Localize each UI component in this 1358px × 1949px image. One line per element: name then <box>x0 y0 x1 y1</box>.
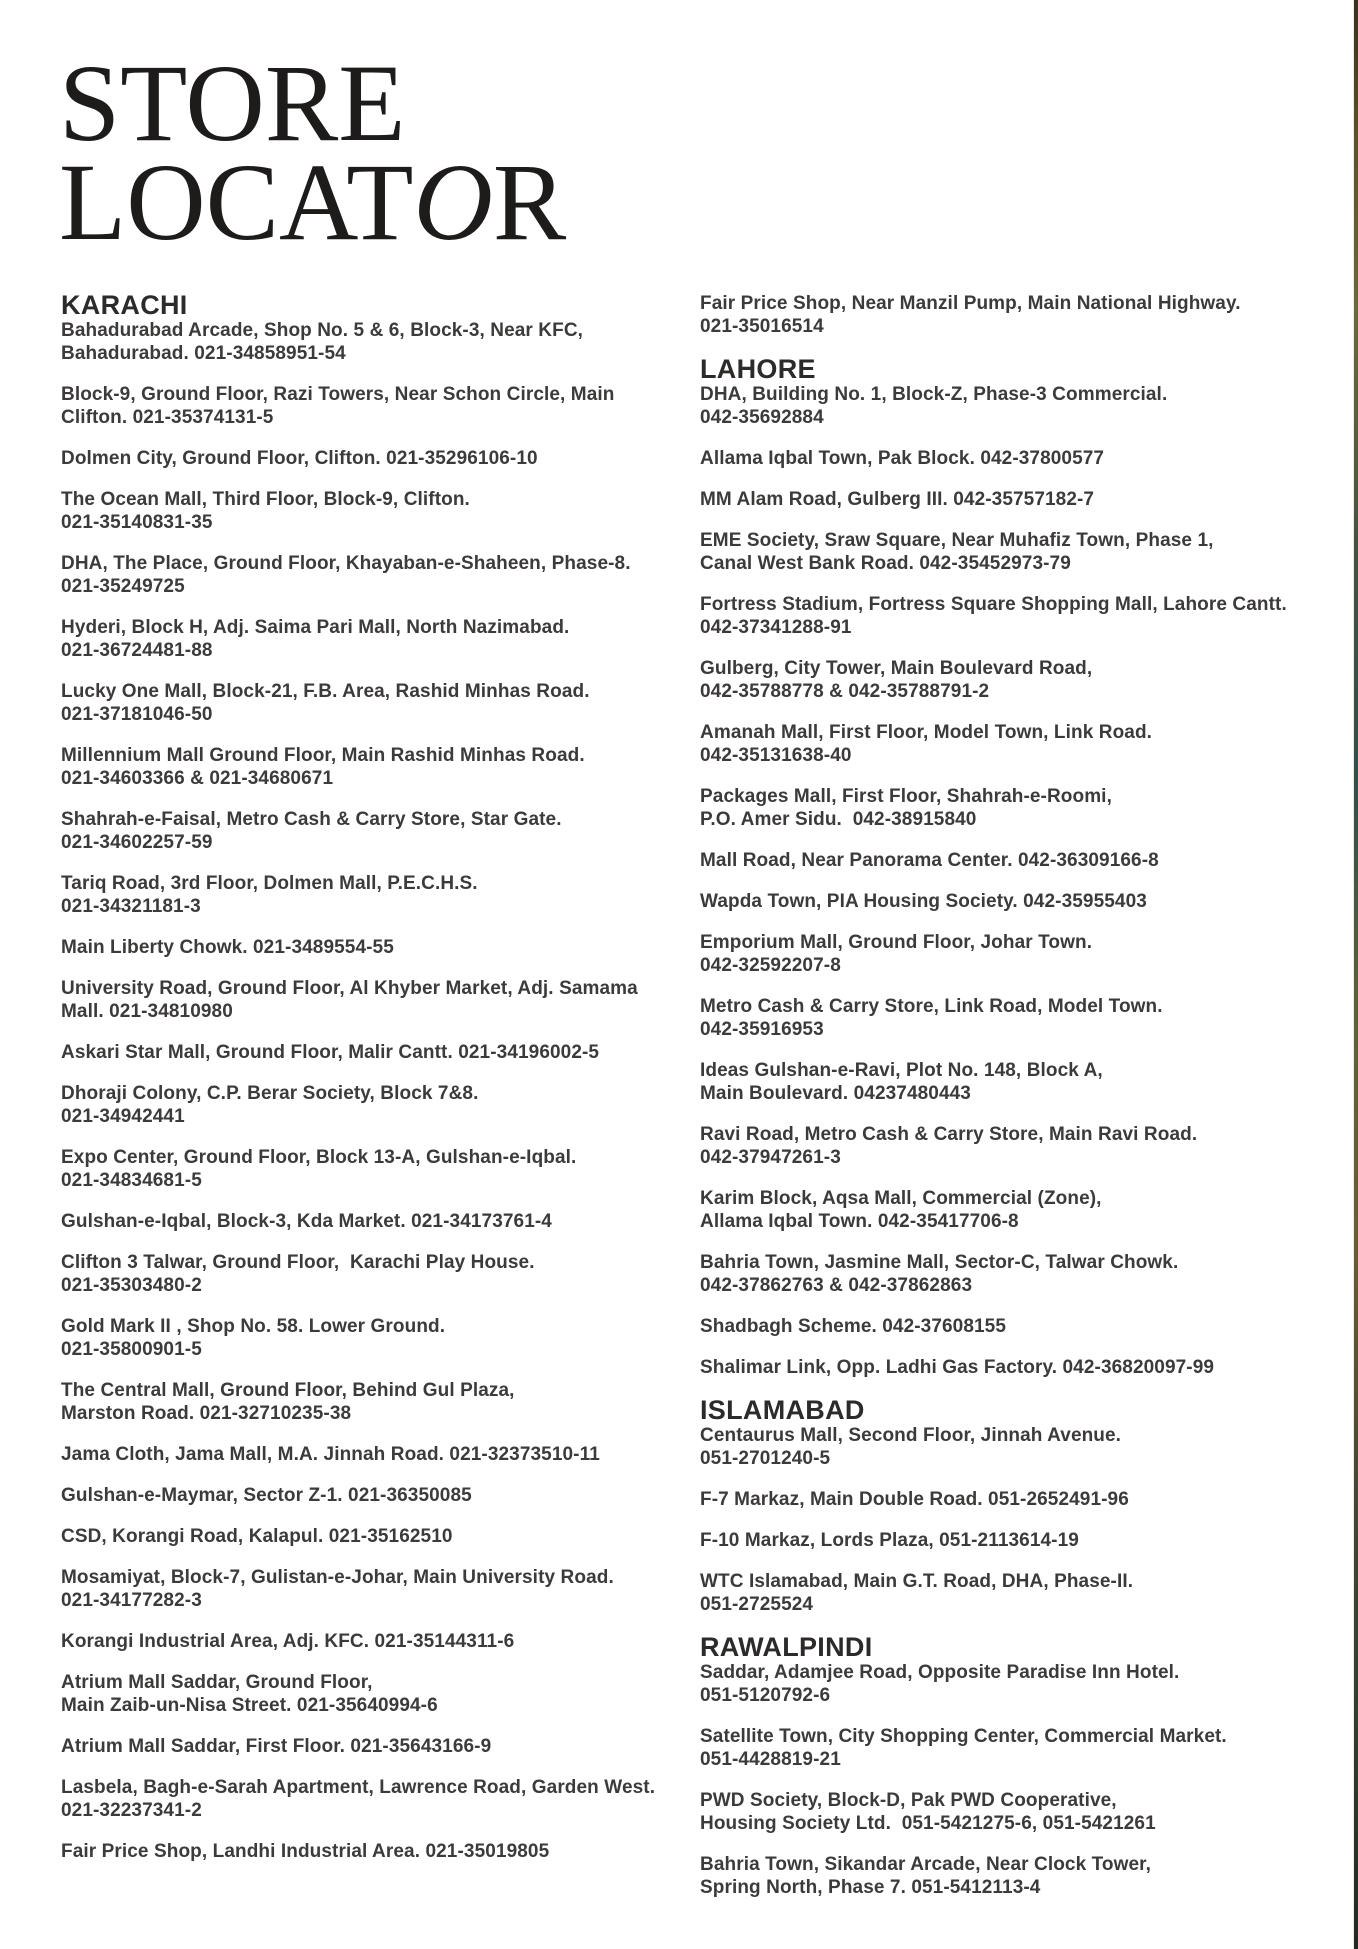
entry-line: University Road, Ground Floor, Al Khyber Market, Adj. Samama <box>61 978 638 999</box>
store-entry <box>700 447 1345 470</box>
store-entry <box>61 383 686 429</box>
store-entry <box>700 1315 1345 1338</box>
store-entry <box>61 872 686 918</box>
entry-line: Millennium Mall Ground Floor, Main Rashid Minhas Road. <box>61 745 585 766</box>
store-entry <box>61 680 686 726</box>
store-entry <box>700 1725 1345 1771</box>
entry-line: 051-4428819-21 <box>700 1749 841 1770</box>
entry-line: Askari Star Mall, Ground Floor, Malir Cantt. 021-34196002-5 <box>61 1042 600 1063</box>
entry-line: Atrium Mall Saddar, Ground Floor, <box>61 1672 373 1693</box>
entry-line: Lasbela, Bagh-e-Sarah Apartment, Lawrence Road, Garden West. <box>61 1777 656 1798</box>
entry-line: Wapda Town, PIA Housing Society. 042-35955403 <box>700 891 1147 912</box>
entry-line: 021-36724481-88 <box>61 640 213 661</box>
entry-line: 021-35016514 <box>700 316 824 337</box>
entry-line: 042-35916953 <box>700 1019 824 1040</box>
store-entry <box>61 1379 686 1425</box>
entry-line: Marston Road. 021-32710235-38 <box>61 1403 352 1424</box>
entry-line: Expo Center, Ground Floor, Block 13-A, Gulshan-e-Iqbal. <box>61 1147 577 1168</box>
store-entry <box>700 1356 1345 1379</box>
store-entry <box>700 1661 1345 1707</box>
store-entry <box>700 1251 1345 1297</box>
entry-line: Block-9, Ground Floor, Razi Towers, Near Schon Circle, Main <box>61 384 615 405</box>
entry-line: 021-34602257-59 <box>61 832 213 853</box>
entry-line: Clifton 3 Talwar, Ground Floor, Karachi Play House. <box>61 1252 535 1273</box>
column-right <box>700 292 1345 1917</box>
entry-line: Housing Society Ltd. 051-5421275-6, 051-5421261 <box>700 1813 1156 1834</box>
store-entry <box>61 808 686 854</box>
entry-line: Lucky One Mall, Block-21, F.B. Area, Rashid Minhas Road. <box>61 681 590 702</box>
section-karachi <box>61 292 686 1863</box>
store-entry <box>61 616 686 662</box>
entry-line: 042-32592207-8 <box>700 955 841 976</box>
entry-line: Gulshan-e-Maymar, Sector Z-1. 021-36350085 <box>61 1485 472 1506</box>
store-entry <box>61 1315 686 1361</box>
entry-line: P.O. Amer Sidu. 042-38915840 <box>700 809 977 830</box>
store-entry <box>61 319 686 365</box>
store-entry <box>61 977 686 1023</box>
store-entry <box>61 1671 686 1717</box>
entry-line: Satellite Town, City Shopping Center, Commercial Market. <box>700 1726 1227 1747</box>
entry-line: Karim Block, Aqsa Mall, Commercial (Zone), <box>700 1188 1102 1209</box>
entry-line: 042-37862763 & 042-37862863 <box>700 1275 973 1296</box>
store-entry <box>700 890 1345 913</box>
entry-line: Bahadurabad Arcade, Shop No. 5 & 6, Block-3, Near KFC, <box>61 320 584 341</box>
store-entry <box>61 552 686 598</box>
entry-line: F-10 Markaz, Lords Plaza, 051-2113614-19 <box>700 1530 1079 1551</box>
entry-line: Main Liberty Chowk. 021-3489554-55 <box>61 937 394 958</box>
entry-line: 021-37181046-50 <box>61 704 213 725</box>
entry-line: Ravi Road, Metro Cash & Carry Store, Main Ravi Road. <box>700 1124 1198 1145</box>
store-entry <box>700 529 1345 575</box>
entry-line: 051-5120792-6 <box>700 1685 831 1706</box>
entry-line: PWD Society, Block-D, Pak PWD Cooperative, <box>700 1790 1117 1811</box>
entry-line: Fair Price Shop, Landhi Industrial Area. 021-35019805 <box>61 1841 550 1862</box>
entry-line: Bahadurabad. 021-34858951-54 <box>61 343 346 364</box>
entry-line: Mosamiyat, Block-7, Gulistan-e-Johar, Main University Road. <box>61 1567 614 1588</box>
store-entry <box>61 1210 686 1233</box>
entry-line: Saddar, Adamjee Road, Opposite Paradise Inn Hotel. <box>700 1662 1180 1683</box>
entry-line: Gold Mark II , Shop No. 58. Lower Ground. <box>61 1316 446 1337</box>
entry-line: Allama Iqbal Town, Pak Block. 042-37800577 <box>700 448 1105 469</box>
entry-line: Spring North, Phase 7. 051-5412113-4 <box>700 1877 1041 1898</box>
store-entry <box>700 1789 1345 1835</box>
entry-line: 021-35800901-5 <box>61 1339 202 1360</box>
title-line-1 <box>59 42 566 164</box>
entry-line: 021-34321181-3 <box>61 896 201 917</box>
entry-line: 021-35303480-2 <box>61 1275 202 1296</box>
entry-line: Bahria Town, Jasmine Mall, Sector-C, Talwar Chowk. <box>700 1252 1179 1273</box>
entry-line: Mall. 021-34810980 <box>61 1001 233 1022</box>
store-entry <box>61 1840 686 1863</box>
entry-line: Korangi Industrial Area, Adj. KFC. 021-35144311-6 <box>61 1631 515 1652</box>
store-entry <box>700 657 1345 703</box>
entry-line: Jama Cloth, Jama Mall, M.A. Jinnah Road. 021-32373510-11 <box>61 1444 600 1465</box>
store-entry <box>61 1041 686 1064</box>
entry-line: Shalimar Link, Opp. Ladhi Gas Factory. 042-36820097-99 <box>700 1357 1215 1378</box>
entry-line: Tariq Road, 3rd Floor, Dolmen Mall, P.E.C.H.S. <box>61 873 478 894</box>
entry-line: 042-37947261-3 <box>700 1147 841 1168</box>
section-heading-islamabad: ISLAMABAD <box>700 1395 865 1425</box>
entry-line: Atrium Mall Saddar, First Floor. 021-35643166-9 <box>61 1736 492 1757</box>
entry-line: Shahrah-e-Faisal, Metro Cash & Carry Store, Star Gate. <box>61 809 562 830</box>
entry-line: 042-35692884 <box>700 407 824 428</box>
store-entry <box>700 1529 1345 1552</box>
entry-line: Bahria Town, Sikandar Arcade, Near Clock Tower, <box>700 1854 1151 1875</box>
section-islamabad <box>700 1397 1345 1616</box>
section-rawalpindi <box>700 1634 1345 1899</box>
entry-line: 021-35140831-35 <box>61 512 213 533</box>
entry-line: Fortress Stadium, Fortress Square Shopping Mall, Lahore Cantt. <box>700 594 1287 615</box>
section-heading-karachi: KARACHI <box>61 290 188 320</box>
entry-line: F-7 Markaz, Main Double Road. 051-2652491-96 <box>700 1489 1129 1510</box>
store-entry <box>61 1776 686 1822</box>
store-entry <box>61 1566 686 1612</box>
entry-line: 042-35131638-40 <box>700 745 852 766</box>
entry-line: Allama Iqbal Town. 042-35417706-8 <box>700 1211 1019 1232</box>
entry-line: Canal West Bank Road. 042-35452973-79 <box>700 553 1071 574</box>
store-entry <box>700 1488 1345 1511</box>
title-italic-o: O <box>413 141 493 263</box>
page-edge-strip <box>1353 0 1358 1949</box>
store-entry <box>61 1251 686 1297</box>
entry-line: Hyderi, Block H, Adj. Saima Pari Mall, North Nazimabad. <box>61 617 570 638</box>
entry-line: The Ocean Mall, Third Floor, Block-9, Clifton. <box>61 489 470 510</box>
store-entry <box>61 1146 686 1192</box>
store-entry <box>61 1525 686 1548</box>
store-entry <box>61 1443 686 1466</box>
entry-line: 021-35249725 <box>61 576 185 597</box>
entry-line: Main Zaib-un-Nisa Street. 021-35640994-6 <box>61 1695 438 1716</box>
entry-line: EME Society, Sraw Square, Near Muhafiz Town, Phase 1, <box>700 530 1214 551</box>
store-entry <box>700 1570 1345 1616</box>
store-entry <box>61 744 686 790</box>
entry-line: WTC Islamabad, Main G.T. Road, DHA, Phase-II. <box>700 1571 1134 1592</box>
entry-line: 042-37341288-91 <box>700 617 852 638</box>
store-entry <box>700 849 1345 872</box>
title-text-r: R <box>492 141 567 263</box>
entry-line: DHA, Building No. 1, Block-Z, Phase-3 Commercial. <box>700 384 1168 405</box>
entry-line: Gulshan-e-Iqbal, Block-3, Kda Market. 021-34173761-4 <box>61 1211 552 1232</box>
store-entry <box>700 995 1345 1041</box>
column-left <box>61 292 686 1881</box>
entry-line: 021-34603366 & 021-34680671 <box>61 768 334 789</box>
entry-line: Main Boulevard. 04237480443 <box>700 1083 971 1104</box>
entry-line: Gulberg, City Tower, Main Boulevard Road, <box>700 658 1093 679</box>
entry-line: 051-2725524 <box>700 1594 814 1615</box>
store-entry <box>700 488 1345 511</box>
title-text-locat: LOCAT <box>59 141 414 263</box>
store-entry <box>700 721 1345 767</box>
entry-line: Emporium Mall, Ground Floor, Johar Town. <box>700 932 1093 953</box>
entry-line: MM Alam Road, Gulberg III. 042-35757182-7 <box>700 489 1095 510</box>
section-karachi-continued <box>700 292 1345 338</box>
store-entry <box>700 1424 1345 1470</box>
store-entry <box>61 1630 686 1653</box>
section-heading-lahore: LAHORE <box>700 354 816 384</box>
entry-line: 051-2701240-5 <box>700 1448 831 1469</box>
section-lahore <box>700 356 1345 1379</box>
entry-line: Metro Cash & Carry Store, Link Road, Model Town. <box>700 996 1163 1017</box>
entry-line: DHA, The Place, Ground Floor, Khayaban-e-Shaheen, Phase-8. <box>61 553 631 574</box>
entry-line: 021-32237341-2 <box>61 1800 202 1821</box>
title-line-2 <box>59 141 567 263</box>
title-text-store: STORE <box>59 42 406 164</box>
entry-line: CSD, Korangi Road, Kalapul. 021-35162510 <box>61 1526 453 1547</box>
entry-line: 021-34177282-3 <box>61 1590 202 1611</box>
entry-line: Fair Price Shop, Near Manzil Pump, Main National Highway. <box>700 293 1241 314</box>
store-entry <box>700 1853 1345 1899</box>
store-entry <box>61 1082 686 1128</box>
entry-line: 042-35788778 & 042-35788791-2 <box>700 681 990 702</box>
store-entry <box>700 931 1345 977</box>
store-entry <box>61 447 686 470</box>
entry-line: Packages Mall, First Floor, Shahrah-e-Roomi, <box>700 786 1112 807</box>
entry-line: 021-34834681-5 <box>61 1170 202 1191</box>
entry-line: Centaurus Mall, Second Floor, Jinnah Avenue. <box>700 1425 1122 1446</box>
entry-line: Shadbagh Scheme. 042-37608155 <box>700 1316 1007 1337</box>
entry-line: Clifton. 021-35374131-5 <box>61 407 274 428</box>
store-entry <box>61 936 686 959</box>
store-entry <box>61 1484 686 1507</box>
store-entry <box>700 785 1345 831</box>
entry-line: Mall Road, Near Panorama Center. 042-36309166-8 <box>700 850 1159 871</box>
entry-line: Amanah Mall, First Floor, Model Town, Link Road. <box>700 722 1153 743</box>
store-entry <box>700 593 1345 639</box>
store-entry <box>700 292 1345 338</box>
entry-line: Dolmen City, Ground Floor, Clifton. 021-35296106-10 <box>61 448 538 469</box>
store-entry <box>700 1187 1345 1233</box>
entry-line: Ideas Gulshan-e-Ravi, Plot No. 148, Block A, <box>700 1060 1103 1081</box>
section-heading-rawalpindi: RAWALPINDI <box>700 1632 873 1662</box>
entry-line: 021-34942441 <box>61 1106 185 1127</box>
store-entry <box>61 488 686 534</box>
store-entry <box>700 1123 1345 1169</box>
entry-line: The Central Mall, Ground Floor, Behind Gul Plaza, <box>61 1380 515 1401</box>
store-entry <box>700 383 1345 429</box>
store-entry <box>700 1059 1345 1105</box>
entry-line: Dhoraji Colony, C.P. Berar Society, Block 7&8. <box>61 1083 479 1104</box>
store-entry <box>61 1735 686 1758</box>
page-title <box>59 42 567 263</box>
